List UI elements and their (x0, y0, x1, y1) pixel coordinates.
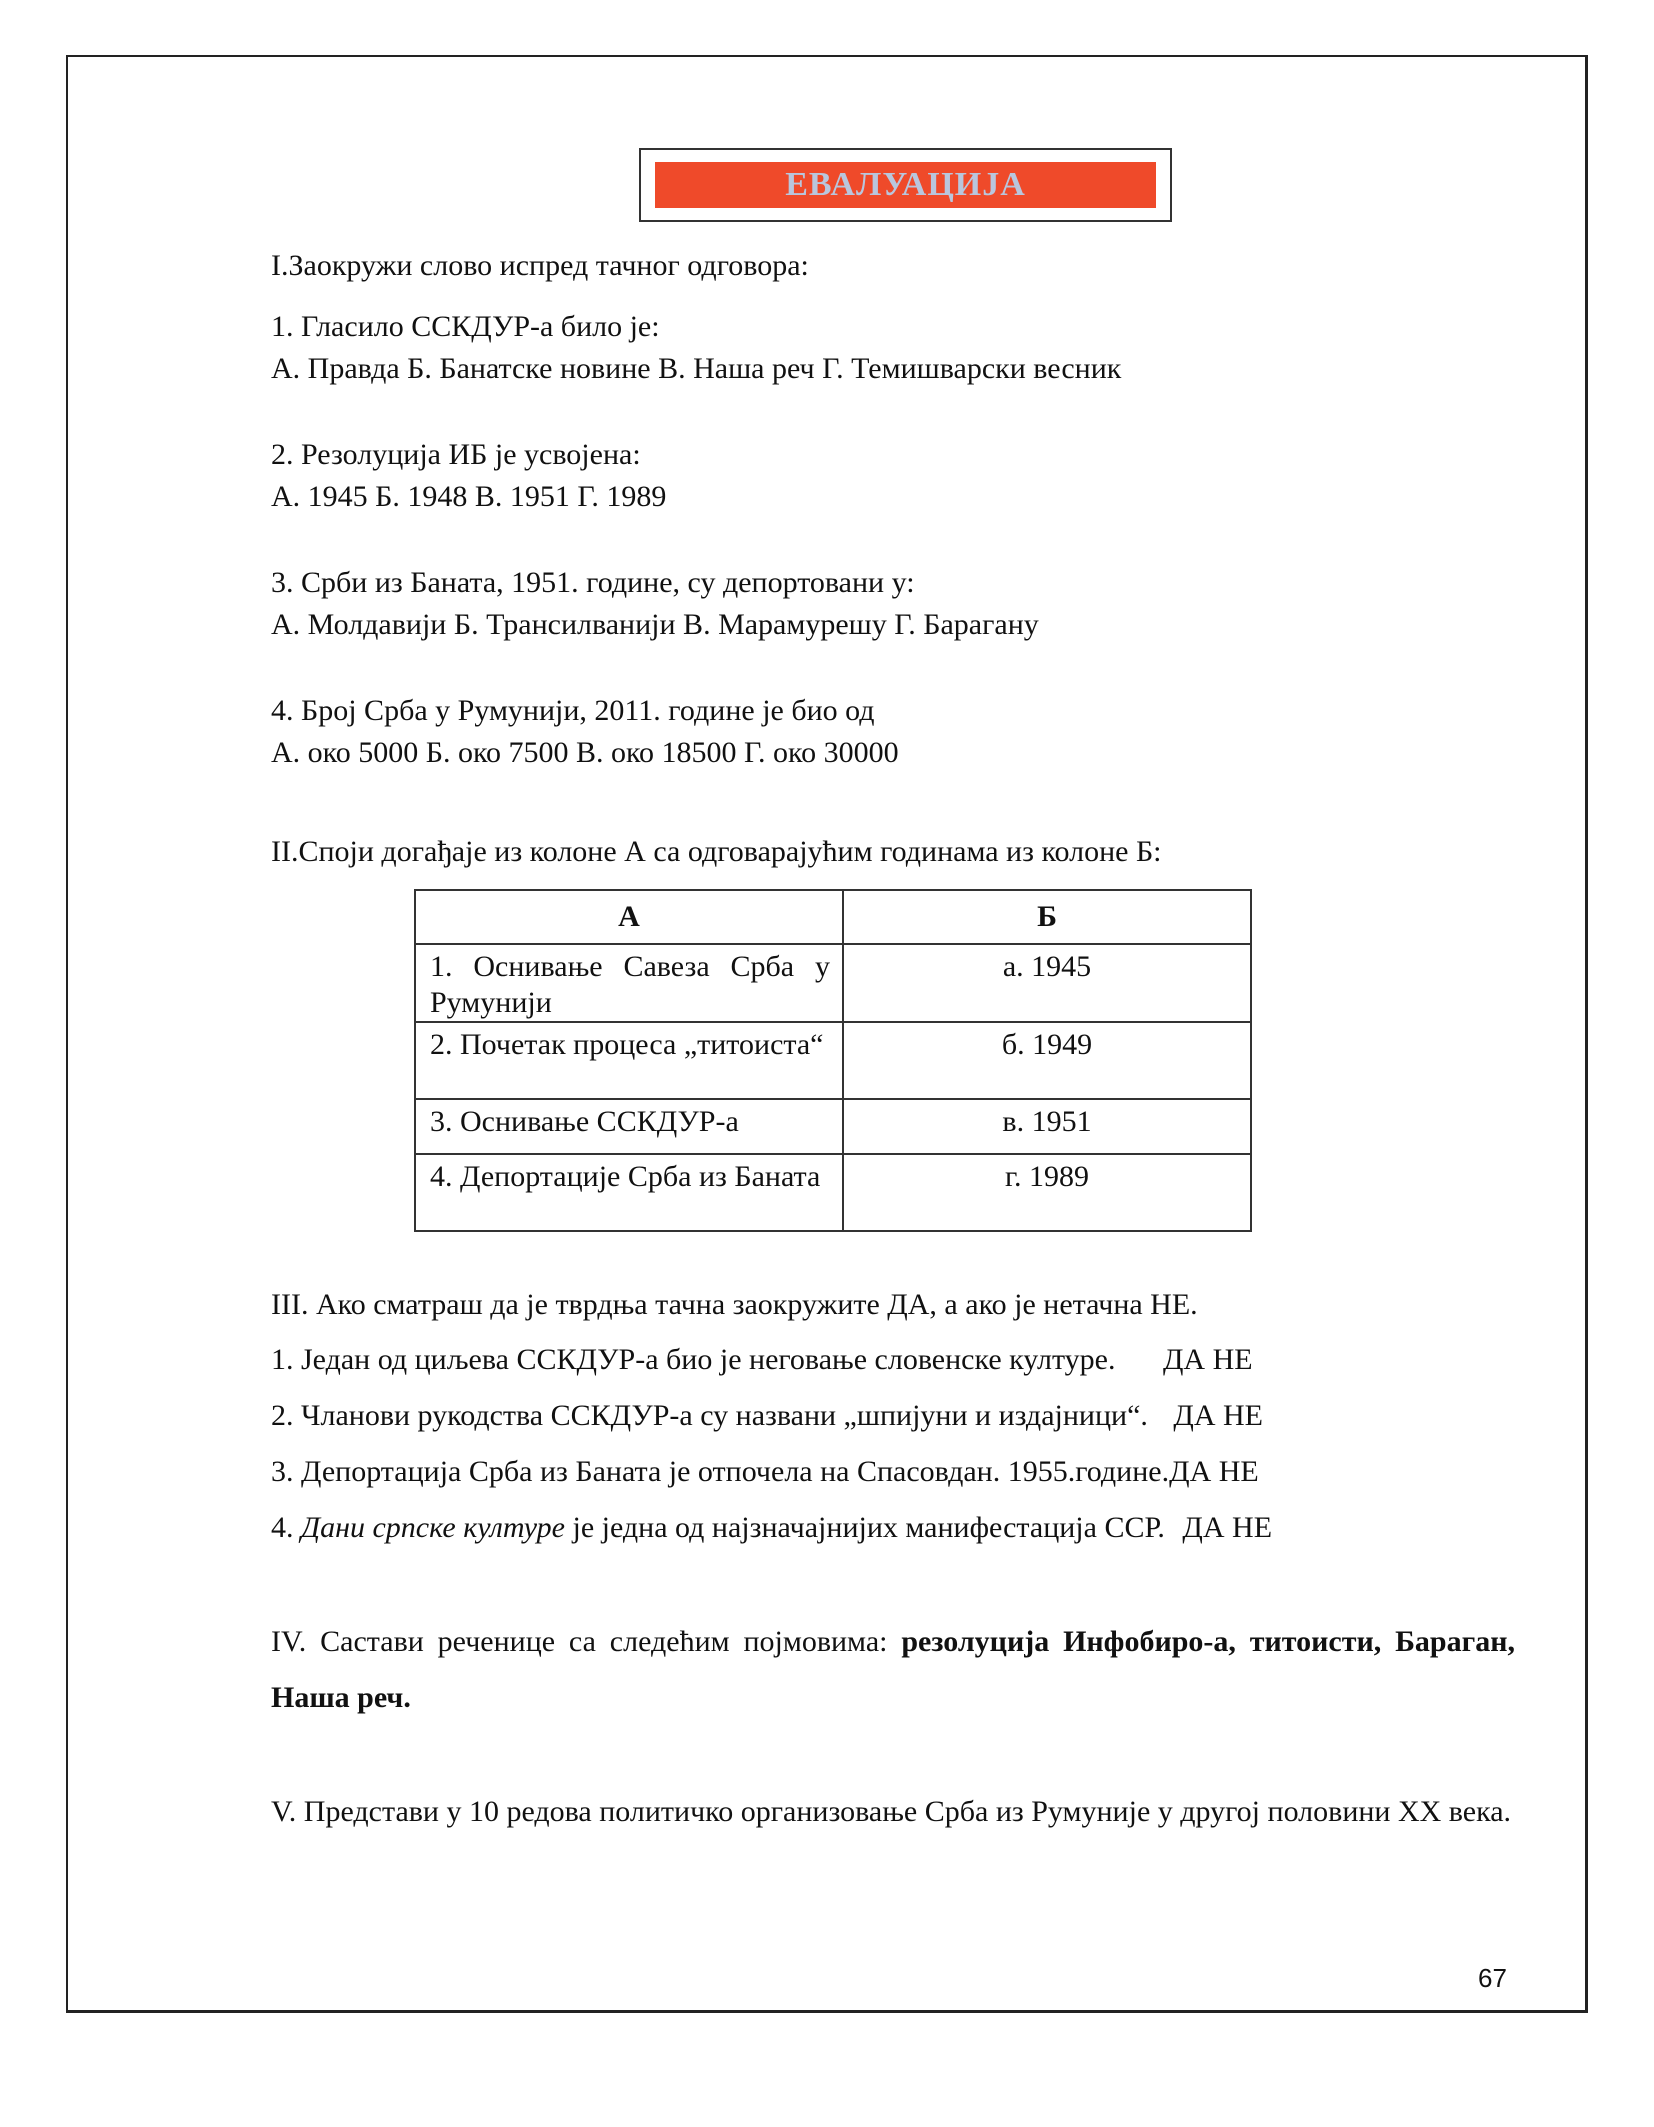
section5: V. Представи у 10 редова политичко организовање Срба из Румуније у другој половини XX века. (271, 1795, 1512, 1828)
statement-4-text: је једна од најзначајнијих манифестација ССР. (572, 1511, 1165, 1544)
statement-4-choices: ДА НЕ (1182, 1511, 1273, 1544)
table-row (415, 1022, 1251, 1099)
statement-1-text: 1. Један од циљева ССКДУР-а био је неговање словенске културе. (271, 1343, 1116, 1376)
title-box (639, 148, 1172, 222)
statement-2-text: 2. Чланови рукодства ССКДУР-а су названи „шпијуни и издајници“. (271, 1399, 1148, 1432)
statement-3 (271, 1454, 1259, 1490)
question-1: 1. Гласило ССКДУР-а било је: (271, 310, 660, 343)
section4-prefix: IV. Састави реченице са следећим појмовима: (271, 1625, 888, 1658)
event-cell: 1. Оснивање Савеза Срба у Румунији (415, 944, 843, 1022)
year-cell: б. 1949 (843, 1022, 1251, 1099)
event-cell: 3. Оснивање ССКДУР-а (415, 1099, 843, 1154)
section3-heading: III. Ако сматраш да је тврдња тачна заокружите ДА, а ако је нетачна НЕ. (271, 1288, 1198, 1321)
question-3: 3. Срби из Баната, 1951. године, су депортовани у: (271, 566, 915, 599)
statement-1-choices: ДА НЕ (1162, 1343, 1253, 1376)
statement-3-choices: ДА НЕ (1169, 1455, 1259, 1488)
column-b-header: Б (843, 890, 1251, 944)
section4-terms: резолуција Инфобиро-а, титоисти, Бараган, Наша реч. (271, 1625, 1516, 1714)
page-number: 67 (1478, 1963, 1507, 1993)
year-cell: а. 1945 (843, 944, 1251, 1022)
answers-2: А. 1945 Б. 1948 В. 1951 Г. 1989 (271, 480, 667, 513)
section1-heading: I.Заокружи слово испред тачног одговора: (271, 249, 809, 282)
title-banner (655, 162, 1156, 208)
section4 (271, 1614, 1515, 1726)
statement-4-italic: Дани српске културе (301, 1511, 565, 1544)
statement-4 (271, 1510, 1272, 1546)
section2-heading: II.Споји догађаје из колоне А са одговарајућим годинама из колоне Б: (271, 835, 1162, 868)
answers-3: А. Молдавији Б. Трансилванији В. Марамурешу Г. Барагану (271, 608, 1039, 641)
year-cell: г. 1989 (843, 1154, 1251, 1231)
statement-4-number: 4. (271, 1511, 294, 1544)
table-header-row (415, 890, 1251, 944)
statement-2-choices: ДА НЕ (1173, 1399, 1264, 1432)
question-2: 2. Резолуција ИБ је усвојена: (271, 438, 641, 471)
question-4: 4. Број Срба у Румунији, 2011. године је био од (271, 694, 875, 727)
table-row (415, 1154, 1251, 1231)
page-title: ЕВАЛУАЦИЈА (785, 166, 1026, 203)
matching-table (414, 889, 1252, 1232)
table-row (415, 1099, 1251, 1154)
column-a-header: А (415, 890, 843, 944)
statement-1 (271, 1342, 1253, 1378)
statement-3-text: 3. Депортација Срба из Баната је отпочела на Спасовдан. 1955.године. (271, 1455, 1170, 1488)
year-cell: в. 1951 (843, 1099, 1251, 1154)
table-row (415, 944, 1251, 1022)
statement-2 (271, 1398, 1263, 1434)
event-cell: 4. Депортације Срба из Баната (415, 1154, 843, 1231)
answers-1: А. Правда Б. Банатске новине В. Наша реч Г. Темишварски весник (271, 352, 1122, 385)
answers-4: А. око 5000 Б. око 7500 В. око 18500 Г. око 30000 (271, 736, 899, 769)
event-cell: 2. Почетак процеса „титоиста“ (415, 1022, 843, 1099)
